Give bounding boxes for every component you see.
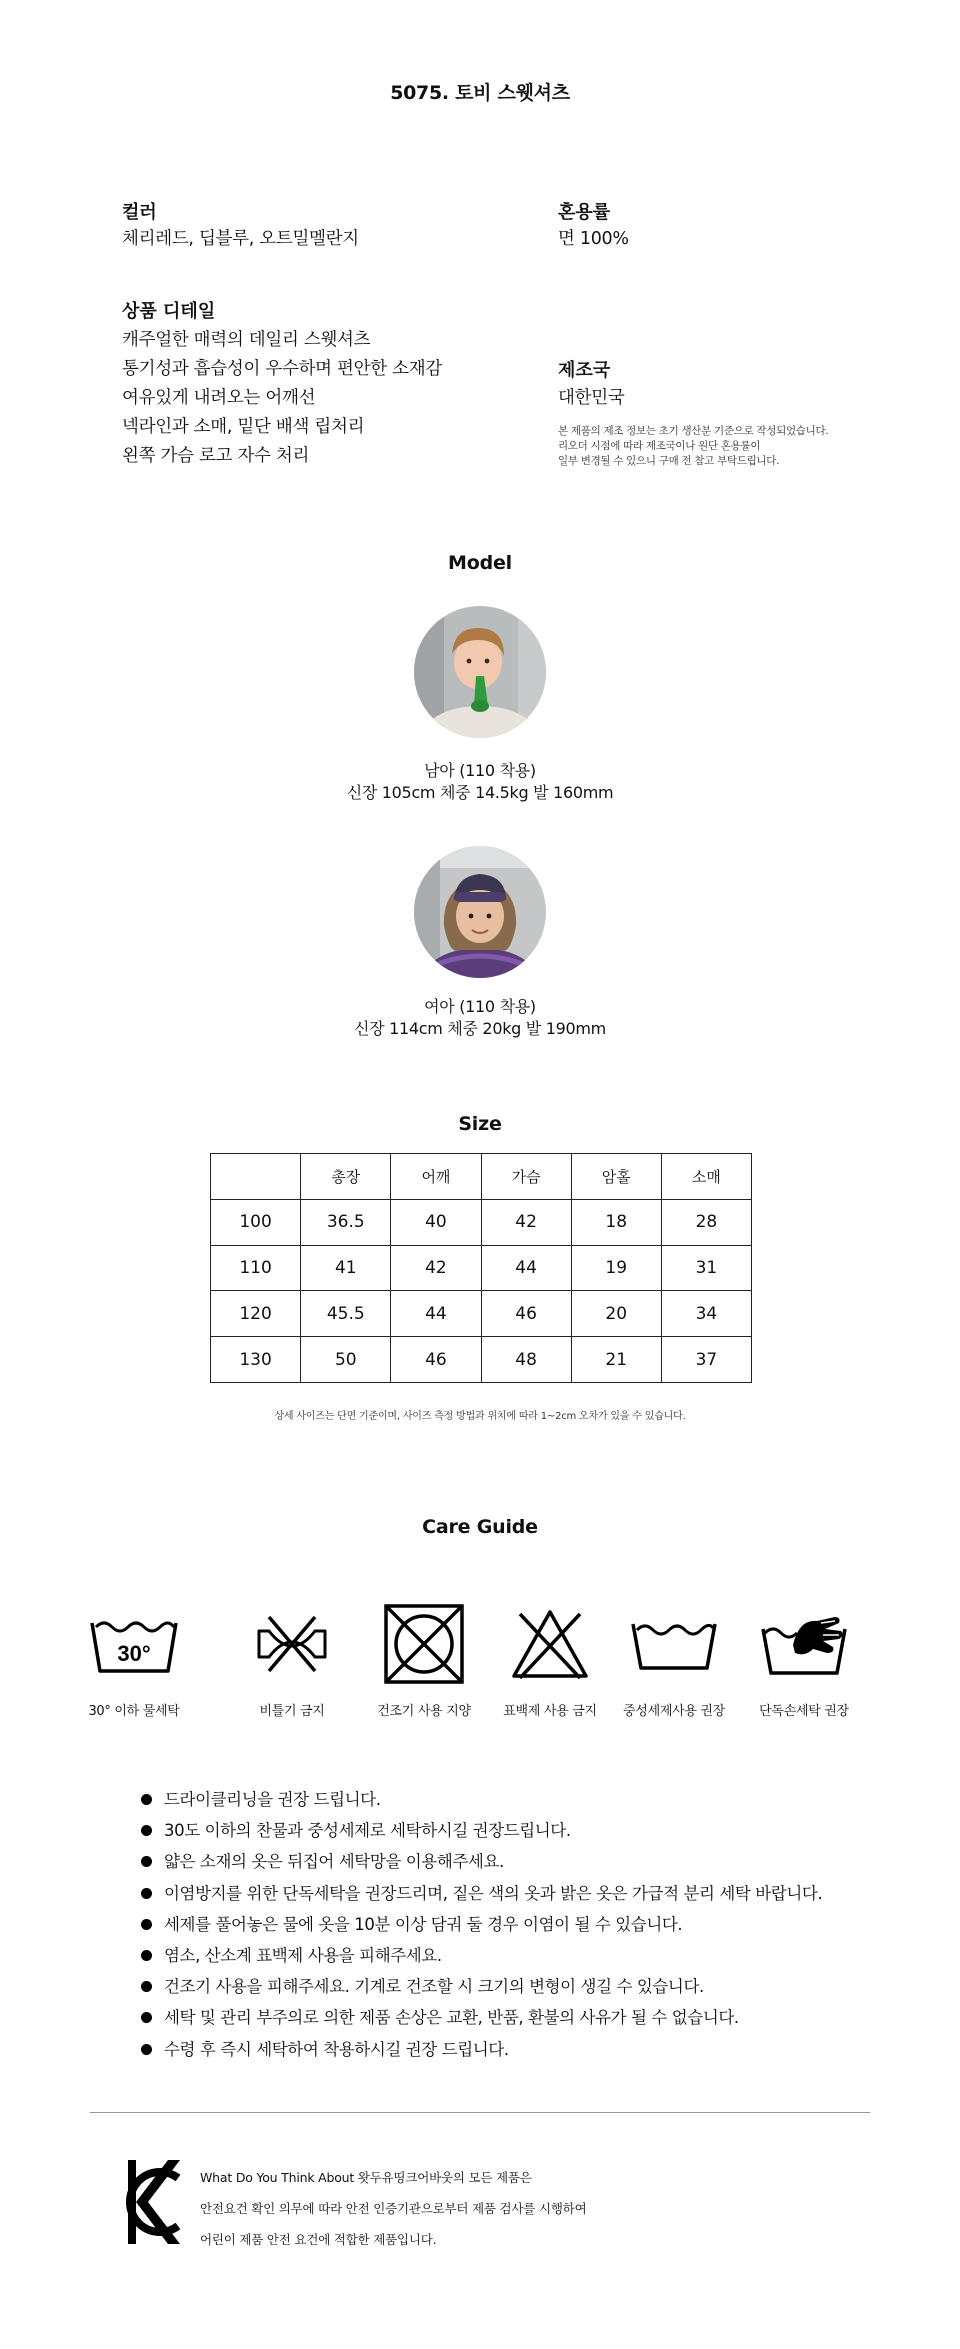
size-cell: 42 xyxy=(481,1199,571,1245)
size-note: 상세 사이즈는 단면 기준이며, 사이즈 측정 방법과 위치에 따라 1~2cm 오차가 있을 수 있습니다. xyxy=(274,1411,686,1422)
model-section-title: Model xyxy=(448,552,512,574)
care-label: 표백제 사용 금지 xyxy=(503,1704,597,1719)
care-item-hand-wash xyxy=(734,1596,874,1719)
size-cell: 46 xyxy=(391,1337,481,1383)
size-cell: 36.5 xyxy=(301,1199,391,1245)
kc-text xyxy=(200,2162,586,2255)
size-cell: 48 xyxy=(481,1337,571,1383)
bullet-icon xyxy=(141,1981,152,1992)
kc-text-line: What Do You Think About 왓두유띵크어바웃의 모든 제품은 xyxy=(200,2170,532,2185)
care-item-no-tumble-dry xyxy=(354,1596,494,1719)
list-item xyxy=(140,1878,860,1909)
detail-line: 캐주얼한 매력의 데일리 스웻셔츠 xyxy=(122,330,371,350)
size-cell: 37 xyxy=(661,1337,751,1383)
bullet-icon xyxy=(141,1794,152,1805)
origin-note-line: 본 제품의 제조 정보는 초기 생산분 기준으로 작성되었습니다. xyxy=(558,425,829,437)
list-item-text: 이염방지를 위한 단독세탁을 권장드리며, 짙은 색의 옷과 밝은 옷은 가급적 분리 세탁 바랍니다. xyxy=(164,1883,823,1903)
no-tumble-dry-icon xyxy=(382,1602,466,1686)
bullet-icon xyxy=(141,2012,152,2023)
neutral-detergent-icon xyxy=(629,1614,719,1674)
detail-line: 넥라인과 소매, 밑단 배색 립처리 xyxy=(122,417,365,437)
size-header-cell: 가슴 xyxy=(481,1154,571,1200)
boy-model-line2: 신장 105cm 체중 14.5kg 발 160mm xyxy=(346,783,614,802)
product-title: 5075. 토비 스웻셔츠 xyxy=(390,82,570,104)
kc-mark-icon xyxy=(124,2156,184,2252)
table-row xyxy=(211,1291,752,1337)
origin-note-line: 리오더 시점에 따라 제조국이나 원단 혼용률이 xyxy=(558,440,761,452)
care-item-no-bleach xyxy=(480,1596,620,1719)
color-value: 체리레드, 딥블루, 오트밀멜란지 xyxy=(122,229,359,249)
care-label: 30° 이하 물세탁 xyxy=(88,1704,180,1719)
size-cell: 19 xyxy=(571,1245,661,1291)
size-header-cell: 암홀 xyxy=(571,1154,661,1200)
list-item-text: 드라이클리닝을 권장 드립니다. xyxy=(164,1790,381,1809)
size-cell: 31 xyxy=(661,1245,751,1291)
size-cell: 44 xyxy=(391,1291,481,1337)
hand-wash-icon xyxy=(759,1609,849,1679)
kc-text-line: 어린이 제품 안전 요건에 적합한 제품입니다. xyxy=(200,2232,437,2247)
size-header-cell: 소매 xyxy=(661,1154,751,1200)
size-header-cell: 어깨 xyxy=(391,1154,481,1200)
girl-model-caption xyxy=(0,996,960,1040)
boy-model-caption xyxy=(0,760,960,804)
list-item-text: 30도 이하의 찬물과 중성세제로 세탁하시길 권장드립니다. xyxy=(164,1821,571,1841)
wash-30-icon xyxy=(86,1609,182,1679)
size-cell: 46 xyxy=(481,1291,571,1337)
origin-label: 제조국 xyxy=(558,360,611,381)
table-row xyxy=(211,1245,752,1291)
care-section-title: Care Guide xyxy=(422,1516,538,1538)
girl-model-line1: 여아 (110 착용) xyxy=(424,997,536,1016)
color-label: 컬러 xyxy=(122,202,157,223)
no-bleach-icon xyxy=(510,1606,590,1682)
size-cell: 50 xyxy=(301,1337,391,1383)
list-item-text: 건조기 사용을 피해주세요. 기계로 건조할 시 크기의 변형이 생길 수 있습니다. xyxy=(164,1977,704,1997)
size-cell: 21 xyxy=(571,1337,661,1383)
list-item xyxy=(140,1784,860,1815)
bullet-icon xyxy=(141,1950,152,1961)
size-cell: 110 xyxy=(211,1245,301,1291)
size-cell: 130 xyxy=(211,1337,301,1383)
kc-text-line: 안전요건 확인 의무에 따라 안전 인증기관으로부터 제품 검사를 시행하여 xyxy=(200,2201,587,2216)
size-cell: 45.5 xyxy=(301,1291,391,1337)
care-guide-list xyxy=(140,1784,860,2065)
list-item xyxy=(140,2034,860,2065)
bullet-icon xyxy=(141,1856,152,1867)
care-label: 단독손세탁 권장 xyxy=(759,1704,849,1719)
girl-model-line2: 신장 114cm 체중 20kg 발 190mm xyxy=(354,1019,606,1038)
material-value: 면 100% xyxy=(558,229,629,249)
material-label: 혼용률 xyxy=(558,202,611,223)
wash-temp-text: 30° xyxy=(117,1641,151,1666)
care-item-no-wring xyxy=(222,1596,362,1719)
size-cell: 20 xyxy=(571,1291,661,1337)
size-cell: 41 xyxy=(301,1245,391,1291)
detail-line: 통기성과 흡습성이 우수하며 편안한 소재감 xyxy=(122,359,442,379)
origin-note-line: 일부 변경될 수 있으니 구매 전 참고 부탁드립니다. xyxy=(558,455,780,467)
origin-value: 대한민국 xyxy=(558,388,625,408)
size-table-header xyxy=(211,1154,752,1200)
detail-line: 왼쪽 가슴 로고 자수 처리 xyxy=(122,446,310,466)
size-header-cell: 총장 xyxy=(301,1154,391,1200)
list-item xyxy=(140,1846,860,1877)
list-item xyxy=(140,1815,860,1846)
list-item-text: 수령 후 즉시 세탁하여 착용하시길 권장 드립니다. xyxy=(164,2039,509,2059)
size-cell: 34 xyxy=(661,1291,751,1337)
size-cell: 100 xyxy=(211,1199,301,1245)
list-item xyxy=(140,1971,860,2002)
detail-label: 상품 디테일 xyxy=(122,301,216,322)
care-item-neutral-detergent xyxy=(604,1596,744,1719)
size-section-title: Size xyxy=(458,1113,502,1135)
detail-line: 여유있게 내려오는 어깨선 xyxy=(122,388,316,408)
list-item-text: 세탁 및 관리 부주의로 의한 제품 손상은 교환, 반품, 환불의 사유가 될 수 없습니다. xyxy=(164,2008,739,2028)
table-row xyxy=(211,1199,752,1245)
no-wring-icon xyxy=(247,1609,337,1679)
size-cell: 44 xyxy=(481,1245,571,1291)
size-table xyxy=(210,1153,752,1383)
care-label: 중성세제사용 권장 xyxy=(623,1704,725,1719)
list-item xyxy=(140,1940,860,1971)
girl-model-photo xyxy=(414,846,546,978)
size-cell: 120 xyxy=(211,1291,301,1337)
care-item-wash-30 xyxy=(64,1596,204,1719)
bullet-icon xyxy=(141,1888,152,1899)
list-item-text: 얇은 소재의 옷은 뒤집어 세탁망을 이용해주세요. xyxy=(164,1852,504,1872)
size-cell: 18 xyxy=(571,1199,661,1245)
list-item xyxy=(140,2002,860,2033)
divider xyxy=(90,2112,870,2113)
list-item-text: 세제를 풀어놓은 물에 옷을 10분 이상 담궈 둘 경우 이염이 될 수 있습니다. xyxy=(164,1914,683,1934)
list-item xyxy=(140,1909,860,1940)
origin-note xyxy=(558,424,828,469)
size-cell: 42 xyxy=(391,1245,481,1291)
care-label: 건조기 사용 지양 xyxy=(377,1704,471,1719)
boy-model-photo xyxy=(414,606,546,738)
bullet-icon xyxy=(141,1825,152,1836)
list-item-text: 염소, 산소계 표백제 사용을 피해주세요. xyxy=(164,1946,442,1966)
size-cell: 28 xyxy=(661,1199,751,1245)
bullet-icon xyxy=(141,2044,152,2055)
size-header-cell xyxy=(211,1154,301,1200)
care-label: 비틀기 금지 xyxy=(259,1704,325,1719)
detail-list xyxy=(122,326,442,471)
table-row xyxy=(211,1337,752,1383)
boy-model-line1: 남아 (110 착용) xyxy=(424,761,536,780)
bullet-icon xyxy=(141,1919,152,1930)
size-cell: 40 xyxy=(391,1199,481,1245)
